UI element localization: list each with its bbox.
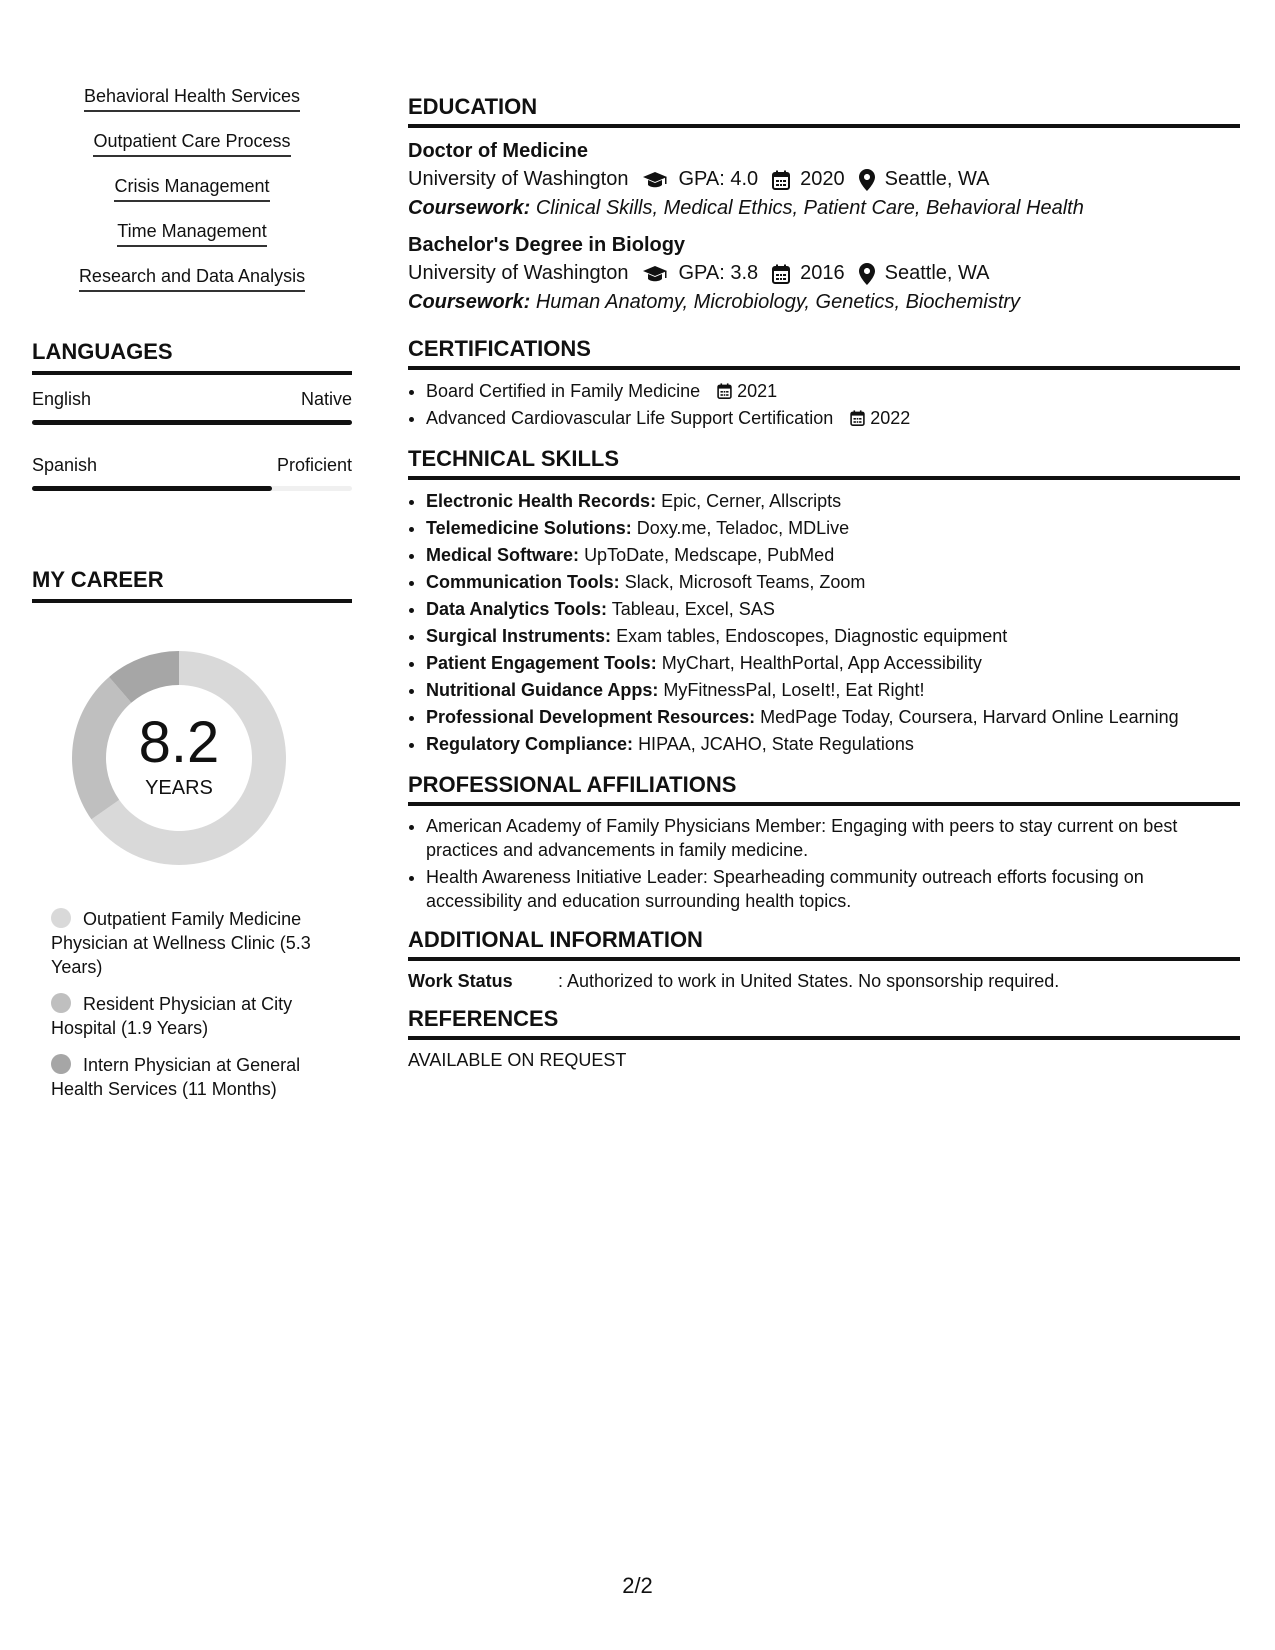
career-donut: [66, 645, 292, 871]
skill-category: Data Analytics Tools:: [426, 599, 608, 619]
skill-values: Doxy.me, Teladoc, MDLive: [636, 518, 850, 538]
graduation-year: 2016: [800, 262, 845, 284]
skill-tag: Crisis Management: [114, 172, 269, 202]
school-name: University of Washington: [408, 262, 629, 284]
certification-year: 2022: [870, 408, 911, 428]
languages-title: LANGUAGES: [32, 339, 352, 375]
certifications-title: CERTIFICATIONS: [408, 336, 1240, 370]
affiliations-title: PROFESSIONAL AFFILIATIONS: [408, 772, 1240, 806]
technical-skill-item: [426, 542, 1240, 569]
languages-section: [32, 339, 352, 491]
additional-info-section: [408, 927, 1240, 992]
skill-category: Electronic Health Records:: [426, 491, 657, 511]
gpa: GPA: 3.8: [678, 262, 759, 284]
skill-values: UpToDate, Medscape, PubMed: [584, 545, 835, 565]
career-unit: YEARS: [145, 777, 213, 799]
graduation-cap-icon: [642, 170, 668, 190]
education-entry: [408, 234, 1240, 314]
career-item: [51, 1053, 352, 1101]
skill-tag: Outpatient Care Process: [93, 127, 290, 157]
graduation-year: 2020: [800, 168, 845, 190]
right-column: [408, 94, 1240, 1071]
legend-dot: [51, 908, 71, 928]
language-level: Native: [300, 389, 352, 409]
career-total: 8.2: [138, 710, 220, 775]
skill-category: Telemedicine Solutions:: [426, 518, 632, 538]
location-pin-icon: [859, 169, 875, 191]
calendar-icon: [772, 264, 790, 284]
coursework: Human Anatomy, Microbiology, Genetics, Biochemistry: [535, 291, 1021, 313]
technical-skill-item: [426, 650, 1240, 677]
career-title: MY CAREER: [32, 567, 352, 603]
language-name: English: [32, 389, 92, 409]
education-section: [408, 94, 1240, 314]
skill-values: MyFitnessPal, LoseIt!, Eat Right!: [663, 680, 925, 700]
skills-list: [32, 82, 352, 307]
career-item-label: Outpatient Family Medicine Physician at Wellness Clinic (5.3 Years): [51, 909, 311, 977]
technical-skill-item: [426, 677, 1240, 704]
language-name: Spanish: [32, 455, 98, 475]
references-text: AVAILABLE ON REQUEST: [408, 1050, 627, 1070]
skill-tag: Time Management: [117, 217, 266, 247]
left-column: [32, 82, 352, 1114]
coursework: Clinical Skills, Medical Ethics, Patient Care, Behavioral Health: [535, 197, 1084, 219]
technical-skills-title: TECHNICAL SKILLS: [408, 446, 1240, 480]
language-row: [32, 455, 352, 476]
certification-year: 2021: [737, 381, 778, 401]
technical-skill-item: [426, 731, 1240, 758]
certification-name: Board Certified in Family Medicine: [426, 381, 701, 401]
affiliations-section: [408, 772, 1240, 913]
location-pin-icon: [859, 263, 875, 285]
gpa: GPA: 4.0: [678, 168, 759, 190]
technical-skill-item: [426, 515, 1240, 542]
education-title: EDUCATION: [408, 94, 1240, 128]
skill-tag: Behavioral Health Services: [84, 82, 300, 112]
degree-title: Doctor of Medicine: [408, 140, 589, 162]
career-item-label: Resident Physician at City Hospital (1.9 Years): [51, 994, 293, 1038]
legend-dot: [51, 1054, 71, 1074]
skill-category: Nutritional Guidance Apps:: [426, 680, 659, 700]
technical-skill-item: [426, 488, 1240, 515]
calendar-icon: [850, 410, 865, 426]
skill-values: Epic, Cerner, Allscripts: [661, 491, 842, 511]
skill-category: Regulatory Compliance:: [426, 734, 634, 754]
language-row: [32, 389, 352, 410]
coursework-label: Coursework:: [408, 291, 531, 313]
technical-skill-item: [426, 623, 1240, 650]
certifications-section: [408, 336, 1240, 432]
career-item: [51, 907, 352, 979]
legend-dot: [51, 993, 71, 1013]
school-name: University of Washington: [408, 168, 629, 190]
language-level: Proficient: [276, 455, 352, 475]
language-bar: [32, 486, 352, 491]
affiliation-item: • Health Awareness Initiative Leader: Spearheading community outreach efforts focusing on accessibility and education surrounding health topics.: [426, 865, 1240, 913]
certification-item: [426, 405, 1240, 432]
skill-values: Tableau, Excel, SAS: [611, 599, 775, 619]
skill-category: Communication Tools:: [426, 572, 620, 592]
skill-category: Professional Development Resources:: [426, 707, 756, 727]
references-section: [408, 1006, 1240, 1071]
school-location: Seattle, WA: [884, 262, 990, 284]
technical-skill-item: [426, 569, 1240, 596]
career-section: [32, 567, 352, 1101]
technical-skills-section: [408, 446, 1240, 758]
work-status-label: Work Status: [408, 971, 513, 991]
skill-category: Medical Software:: [426, 545, 580, 565]
certification-name: Advanced Cardiovascular Life Support Certification: [426, 408, 834, 428]
technical-skill-item: [426, 596, 1240, 623]
additional-info-title: ADDITIONAL INFORMATION: [408, 927, 1240, 961]
work-status-row: [408, 971, 1240, 992]
calendar-icon: [717, 383, 732, 399]
affiliation-item: • American Academy of Family Physicians Member: Engaging with peers to stay current on best practices and advancements in family medicine.: [426, 814, 1240, 862]
skill-values: MedPage Today, Coursera, Harvard Online Learning: [760, 707, 1179, 727]
skill-values: HIPAA, JCAHO, State Regulations: [638, 734, 914, 754]
coursework-label: Coursework:: [408, 197, 531, 219]
certification-item: [426, 378, 1240, 405]
career-legend: [32, 907, 352, 1101]
page-number: 2/2: [622, 1573, 653, 1598]
school-location: Seattle, WA: [884, 168, 990, 190]
skill-tag: Research and Data Analysis: [79, 262, 305, 292]
skill-values: MyChart, HealthPortal, App Accessibility: [661, 653, 982, 673]
skill-values: Exam tables, Endoscopes, Diagnostic equipment: [616, 626, 1008, 646]
skill-category: Patient Engagement Tools:: [426, 653, 657, 673]
language-bar-fill: [32, 486, 272, 491]
language-bar: [32, 420, 352, 425]
work-status-value: : Authorized to work in United States. No sponsorship required.: [558, 971, 1060, 991]
skill-values: Slack, Microsoft Teams, Zoom: [624, 572, 866, 592]
skill-category: Surgical Instruments:: [426, 626, 612, 646]
graduation-cap-icon: [642, 264, 668, 284]
references-title: REFERENCES: [408, 1006, 1240, 1040]
career-item: [51, 992, 352, 1040]
technical-skill-item: [426, 704, 1240, 731]
language-bar-fill: [32, 420, 352, 425]
degree-title: Bachelor's Degree in Biology: [408, 234, 686, 256]
calendar-icon: [772, 170, 790, 190]
education-entry: [408, 140, 1240, 220]
career-item-label: Intern Physician at General Health Services (11 Months): [51, 1055, 301, 1099]
